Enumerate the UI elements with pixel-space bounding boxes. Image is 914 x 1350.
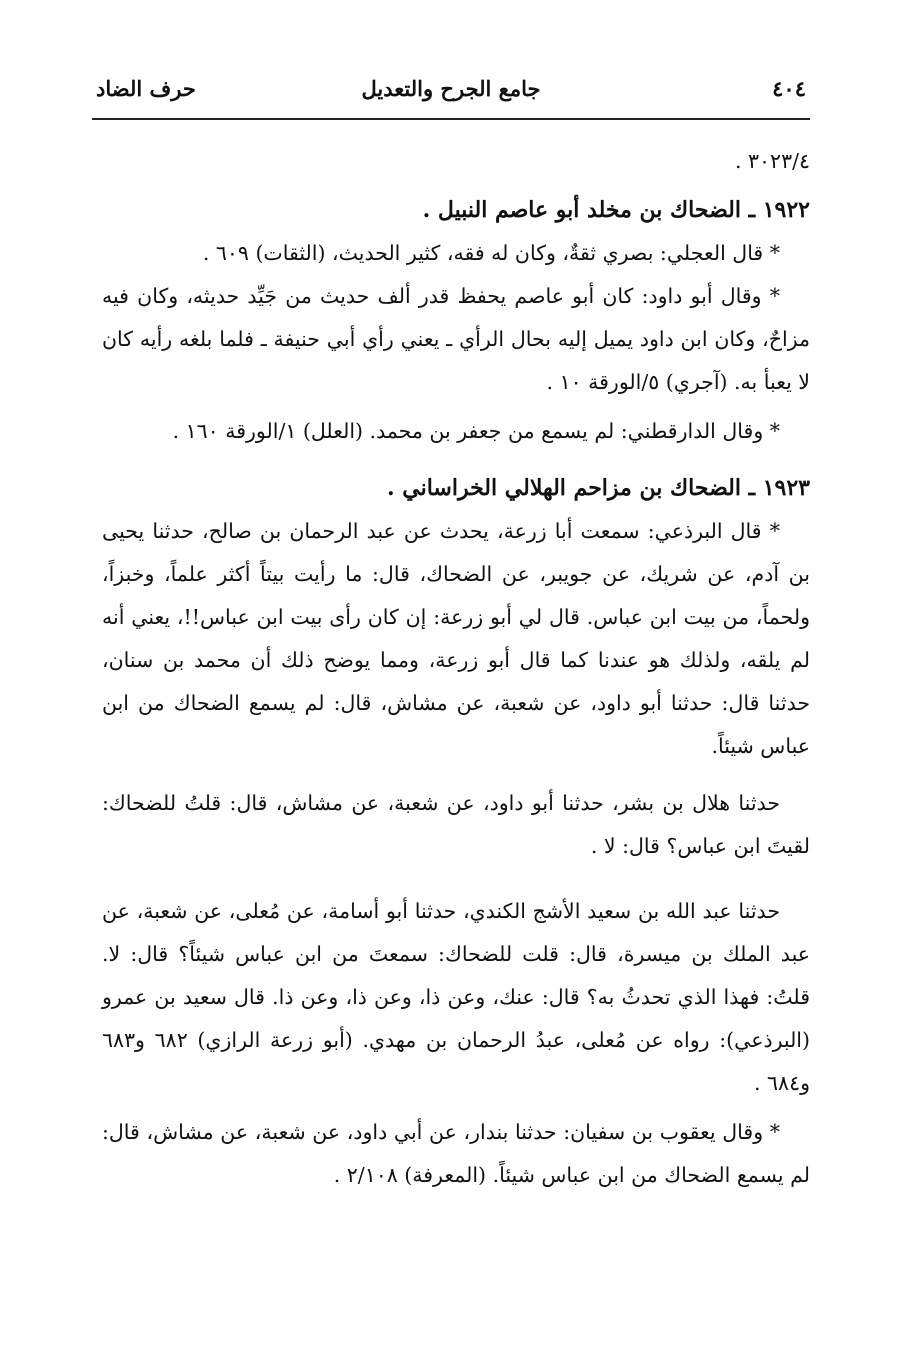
paragraph-ashajj: حدثنا عبد الله بن سعيد الأشج الكندي، حدثنا أبو أسامة، عن مُعلى، عن شعبة، عن عبد الملك بن ميسرة، قال: قلت للضحاك: سمعتَ من ابن عباس شيئاً؟ قال: لا. قلتُ: فهذا الذي تحدثُ به؟ قال: عنك، وعن ذا، وعن ذا، وعن ذا. قال سعيد بن عمرو (البرذعي): رواه عن مُعلى، عبدُ الرحمان بن مهدي. (أبو زرعة الرازي) ٦٨٢ و٦٨٣ و٦٨٤ .	[102, 899, 811, 1095]
entry-heading-1922: ١٩٢٢ ـ الضحاك بن مخلد أبو عاصم النبيل .	[422, 197, 810, 223]
continuation-reference: ٣٠٢٣/٤ .	[734, 149, 810, 173]
paragraph-bardhaii: * قال البرذعي: سمعت أبا زرعة، يحدث عن عبد الرحمان بن صالح، حدثنا يحيى بن آدم، عن شريك، عن جويبر، عن الضحاك، قال: ما رأيت بيتاً أكثر علماً، وخبزاً، ولحماً، من بيت ابن عباس. قال لي أبو زرعة: إن كان رأى بيت ابن عباس!!، يعني أنه لم يلقه، ولذلك هو عندنا كما قال أبو زرعة، ومما يوضح ذلك أن محمد بن سنان، حدثنا قال: حدثنا أبو داود، عن شعبة، عن مشاش، قال: لم يسمع الضحاك من ابن عباس شيئاً.	[102, 519, 810, 758]
section-title: حرف الضاد	[96, 76, 196, 101]
paragraph-ijli: * قال العجلي: بصري ثقةٌ، وكان له فقه، كثير الحديث، (الثقات) ٦٠٩ .	[202, 241, 780, 265]
page-header	[92, 70, 810, 120]
running-title: جامع الجرح والتعديل	[361, 76, 541, 101]
paragraph-yaqub: * وقال يعقوب بن سفيان: حدثنا بندار، عن أبي داود، عن شعبة، عن مشاش، قال: لم يسمع الضحاك من ابن عباس شيئاً. (المعرفة) ٢/١٠٨ .	[102, 1120, 810, 1187]
page-body	[102, 140, 810, 1197]
page-number: ٤٠٤	[772, 76, 806, 101]
paragraph-abu-dawud: * وقال أبو داود: كان أبو عاصم يحفظ قدر ألف حديث من جَيِّد حديثه، وكان فيه مزاحٌ، وكان ابن داود يميل إليه بحال الرأي ـ يعني رأي أبي حنيفة ـ فلما بلغه رأيه كان لا يعبأ به. (آجري) ٥/الورقة ١٠ .	[102, 284, 810, 394]
entry-heading-1923: ١٩٢٣ ـ الضحاك بن مزاحم الهلالي الخراساني .	[386, 475, 810, 501]
paragraph-daraqutni: * وقال الدارقطني: لم يسمع من جعفر بن محمد. (العلل) ١/الورقة ١٦٠ .	[172, 419, 780, 443]
paragraph-hilal: حدثنا هلال بن بشر، حدثنا أبو داود، عن شعبة، عن مشاش، قال: قلتُ للضحاك: لقيتَ ابن عباس؟ قال: لا .	[102, 791, 810, 858]
